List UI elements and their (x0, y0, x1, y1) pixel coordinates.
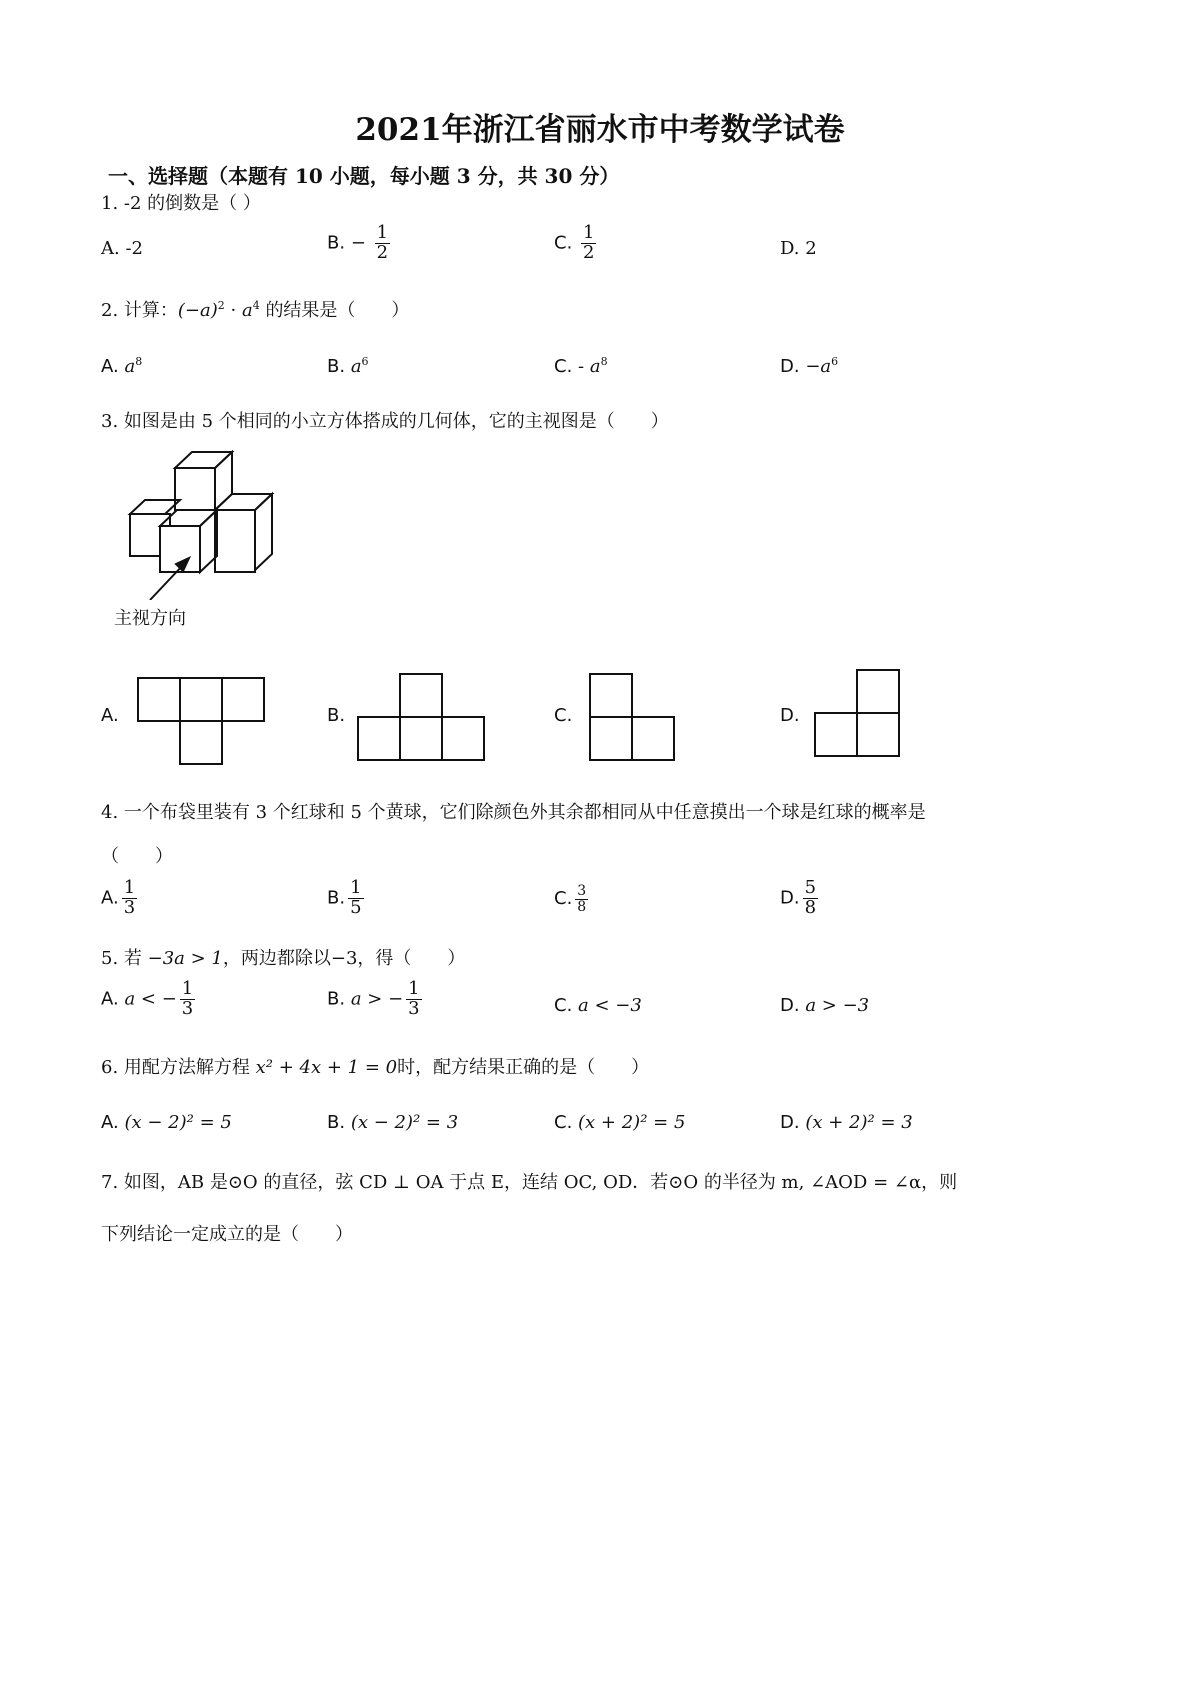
q4-d-num: 5 (804, 877, 817, 898)
question-6-stem (101, 1053, 649, 1079)
q3-option-c-figure (588, 672, 680, 762)
c-square-1 (590, 674, 632, 717)
q1-option-b (327, 224, 393, 263)
q2-a: a (241, 300, 253, 321)
c-square-2 (590, 717, 632, 760)
q1-option-d: D. 2 (780, 238, 817, 259)
q2-d-label: D. (780, 356, 800, 377)
q3-option-a-label: A. (101, 705, 119, 726)
q1-option-a-text: A. -2 (101, 238, 143, 259)
q6-b-expr: (x − 2)² = 3 (350, 1112, 459, 1133)
q5-a-expr: a < − (124, 988, 177, 1010)
q1-option-b-fraction (375, 224, 390, 263)
q6-c-label: C. (554, 1112, 573, 1133)
a-square-1 (138, 678, 180, 721)
q3-option-d-figure (813, 668, 905, 760)
q5-c-expr: a < −3 (578, 995, 642, 1016)
left-cube-top-face (130, 500, 180, 514)
q4-d-den: 8 (804, 896, 817, 918)
q2-option-a (101, 355, 142, 377)
q3-option-c-label: C. (554, 705, 573, 726)
right-cube-front-face (215, 510, 255, 572)
q5-b-fraction (406, 980, 421, 1019)
q5-a-num: 1 (181, 978, 194, 999)
q5-mid: ，两边都除以 (222, 948, 331, 969)
q2-dot: · (230, 300, 237, 321)
q2-c-base: a (589, 356, 601, 377)
q4-b-label: B. (327, 887, 346, 909)
a-square-4 (180, 721, 222, 764)
q6-a-expr: (x − 2)² = 5 (124, 1112, 232, 1133)
a-square-3 (222, 678, 264, 721)
q5-pre: 5. 若 (101, 948, 148, 969)
q2-c-exp: 8 (600, 355, 608, 368)
q5-d-expr: a > −3 (805, 995, 870, 1016)
q2-exp4: 4 (252, 299, 260, 312)
q4-a-fraction (122, 879, 137, 918)
q2-option-b (327, 355, 369, 377)
question-3-stem: 3. 如图是由 5 个相同的小立方体搭成的几何体，它的主视图是（ ） (101, 411, 669, 432)
q4-a-den: 3 (123, 896, 136, 918)
b-square-2 (358, 717, 400, 760)
q5-a-den: 3 (181, 997, 194, 1019)
d-square-2 (815, 713, 857, 756)
q5-b-expr: a > − (350, 988, 404, 1010)
q6-c-expr: (x + 2)² = 5 (578, 1112, 686, 1133)
q4-b-fraction (348, 879, 363, 918)
q6-pre: 6. 用配方法解方程 (101, 1057, 256, 1078)
q3-option-b-label: B. (327, 705, 346, 726)
question-1-stem: 1. -2 的倒数是（ ） (101, 193, 261, 214)
q4-d-fraction (803, 879, 818, 918)
q1-c-num: 1 (583, 222, 595, 243)
b-square-4 (442, 717, 484, 760)
q4-d-label: D. (780, 887, 800, 909)
q6-b-label: B. (327, 1112, 346, 1133)
q5-option-a (101, 980, 198, 1019)
section-heading: 一、选择题（本题有 10 小题，每小题 3 分，共 30 分） (108, 164, 620, 188)
q2-b-label: B. (327, 356, 346, 377)
q5-post: ，得（ ） (357, 948, 466, 969)
q2-option-c (554, 355, 608, 377)
q1-c-den: 2 (583, 241, 595, 263)
q6-option-c (554, 1112, 685, 1133)
q5-expr: −3a > 1 (147, 948, 223, 969)
q4-a-label: A. (101, 887, 119, 909)
q4-b-num: 1 (350, 877, 362, 898)
q2-d-exp: 6 (831, 355, 839, 368)
q4-c-den: 8 (577, 898, 587, 915)
question-4-paren: （ ） (101, 846, 173, 867)
q5-val: −3 (330, 948, 358, 969)
q4-option-d (780, 879, 821, 918)
q4-c-fraction (575, 884, 588, 914)
q6-option-b (327, 1112, 458, 1133)
d-square-3 (857, 713, 899, 756)
q6-option-a (101, 1112, 232, 1133)
q2-suffix: 的结果是（ ） (265, 300, 410, 321)
top-cube-front-face (175, 468, 215, 510)
q2-b-base: a (350, 356, 362, 377)
q5-d-label: D. (780, 995, 800, 1016)
q2-expr: (−a) (177, 300, 218, 321)
q4-option-a (101, 879, 140, 918)
right-cube-side-face (255, 494, 272, 570)
q2-a-label: A. (101, 356, 119, 377)
question-7-line-2: 下列结论一定成立的是（ ） (101, 1224, 353, 1245)
q2-a-exp: 8 (135, 355, 143, 368)
q4-c-num: 3 (577, 883, 587, 899)
page-title: 2021年浙江省丽水市中考数学试卷 (355, 112, 845, 148)
b-square-3 (400, 717, 442, 760)
q6-post: 时，配方结果正确的是（ ） (397, 1057, 650, 1078)
q5-b-num: 1 (408, 978, 420, 999)
q1-option-c (554, 224, 599, 263)
q4-c-label: C. (554, 888, 573, 910)
q5-option-b (327, 980, 425, 1019)
q3-cube-figure (120, 450, 290, 600)
q6-expr: x² + 4x + 1 = 0 (255, 1057, 398, 1078)
q2-d-sign: − (805, 356, 821, 377)
q4-option-c (554, 884, 591, 914)
view-direction-label: 主视方向 (114, 608, 186, 629)
q4-b-den: 5 (350, 896, 362, 918)
q3-option-a-figure (136, 676, 268, 766)
q3-option-b-figure (356, 672, 488, 762)
q5-c-label: C. (554, 995, 573, 1016)
q1-option-c-fraction (581, 224, 596, 263)
q2-exp2: 2 (217, 299, 225, 312)
b-square-1 (400, 674, 442, 717)
q1-option-b-sign: − (350, 232, 366, 254)
q4-option-b (327, 879, 367, 918)
d-square-1 (857, 670, 899, 713)
q6-a-label: A. (101, 1112, 119, 1133)
q2-option-d (780, 355, 838, 377)
q1-b-den: 2 (376, 241, 389, 263)
q2-prefix: 2. 计算： (101, 300, 178, 321)
q5-b-den: 3 (408, 997, 420, 1019)
q5-a-fraction (180, 980, 195, 1019)
q4-a-num: 1 (123, 877, 136, 898)
q2-c-label: C. (554, 356, 573, 377)
c-square-3 (632, 717, 674, 760)
question-2-stem (101, 296, 409, 322)
q1-b-num: 1 (376, 222, 389, 243)
q2-d-base: a (820, 356, 832, 377)
question-4-stem: 4. 一个布袋里装有 3 个红球和 5 个黄球，它们除颜色外其余都相同从中任意摸出一个球是红球的概率是 (101, 802, 926, 823)
q1-option-a (101, 238, 143, 259)
q5-a-label: A. (101, 988, 119, 1010)
q5-b-label: B. (327, 988, 346, 1010)
q6-d-expr: (x + 2)² = 3 (805, 1112, 913, 1133)
q5-option-d (780, 995, 869, 1016)
q3-option-d-label: D. (780, 705, 800, 726)
question-5-stem (101, 944, 465, 970)
q2-c-sign: - (578, 356, 590, 377)
q2-a-base: a (124, 356, 136, 377)
q5-option-c (554, 995, 642, 1016)
question-7-line-1: 7. 如图，AB 是⊙O 的直径，弦 CD ⊥ OA 于点 E，连结 OC, OD．若⊙O 的半径为 m, ∠AOD = ∠α，则 (101, 1172, 958, 1193)
q6-d-label: D. (780, 1112, 800, 1133)
q2-b-exp: 6 (361, 355, 369, 368)
a-square-2 (180, 678, 222, 721)
q1-option-b-label: B. (327, 232, 346, 254)
q6-option-d (780, 1112, 913, 1133)
q1-option-c-label: C. (554, 232, 573, 254)
